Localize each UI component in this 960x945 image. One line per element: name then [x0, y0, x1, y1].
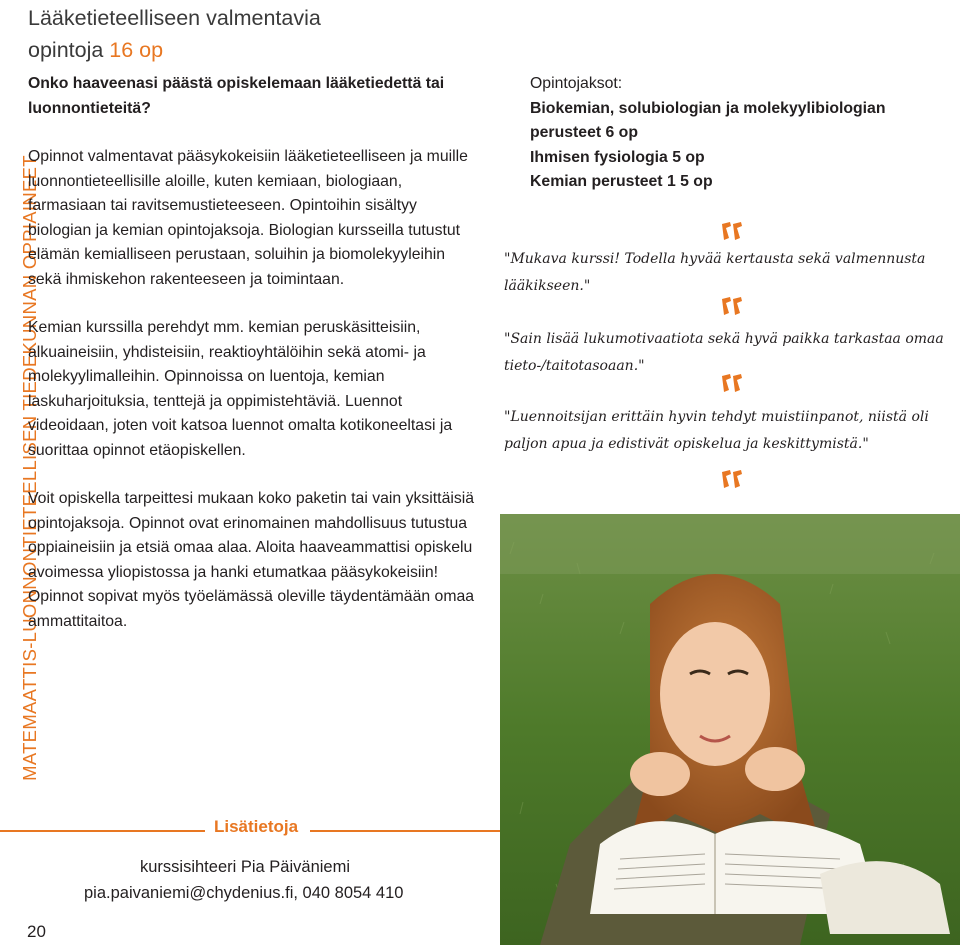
faculty-side-label: MATEMAATTIS-LUONNONTIETEELLISEN TIEDEKUNNAN OPPIAINEET [19, 155, 40, 781]
quote-mark-icon [720, 220, 744, 242]
quote-mark-icon [720, 295, 744, 317]
paragraph-intro: Opinnot valmentavat pääsykokeisiin lääketieteelliseen ja muille luonnontieteellisille aloille, kuten kemiaan, biologiaan, farmasiaan tai ravitsemustieteeseen. Opintoihin sisältyy biologian ja kemian opintojaksoja. Biologian kursseilla tutustut elämän kemialliseen perustaan, soluihin ja biomolekyyleihin sekä ihmiskehon rakenteeseen ja toimintaan. [28, 148, 468, 288]
paragraph-chemistry: Kemian kurssilla perehdyt mm. kemian peruskäsitteisiin, alkuaineisiin, yhdisteisiin, reaktioyhtälöihin sekä atomi- ja molekyylimalleihin. Opinnoissa on luentoja, kemian laskuharjoituksia, tenttejä ja oppimistehtäviä. Luennot videoidaan, joten voit katsoa luennot omalta kotikoneeltasi ja suorittaa opinnot etäopiskellen. [28, 319, 453, 459]
testimonial-quote: "Mukava kurssi! Todella hyvää kertausta sekä valmennusta lääkikseen." [504, 251, 926, 294]
page-number: 20 [27, 922, 46, 941]
title-credits: 16 op [109, 38, 164, 62]
contact-details: pia.paivaniemi@chydenius.fi, 040 8054 410 [84, 884, 404, 902]
title-line-2 [28, 34, 321, 66]
course-item: Ihmisen fysiologia 5 op [530, 148, 705, 166]
title-line-1: Lääketieteelliseen valmentavia [28, 6, 321, 30]
course-item: Kemian perusteet 1 5 op [530, 173, 713, 190]
courses-box [530, 72, 940, 195]
student-photo [500, 514, 960, 945]
quote-mark-icon [720, 372, 744, 394]
lead-question: Onko haaveenasi päästä opiskelemaan lääketiedettä tai luonnontieteitä? [28, 75, 445, 117]
quote-mark-icon [720, 468, 744, 490]
info-title: Lisätietoja [214, 817, 299, 836]
paragraph-options: Voit opiskella tarpeittesi mukaan koko paketin tai vain yksittäisiä opintojaksoja. Opinnot ovat erinomainen mahdollisuus tutustua oppiaineisiin ja etsiä omaa alaa. Aloita haaveammattisi opiskelu avoimessa yliopistossa ja hanki etumatkaa pääsykokeisiin! Opinnot sopivat myös työelämässä oleville täydentämään omaa ammattitaitoa. [28, 490, 475, 630]
main-text [28, 72, 478, 658]
courses-heading: Opintojaksot: [530, 75, 623, 92]
testimonial-quote: "Sain lisää lukumotivaatiota sekä hyvä paikka tarkastaa omaa tieto-/taitotasoaan." [504, 331, 944, 374]
contact-name: kurssisihteeri Pia Päiväniemi [140, 858, 350, 876]
info-divider [0, 830, 500, 832]
testimonial-quote: "Luennoitsijan erittäin hyvin tehdyt muistiinpanot, niistä oli paljon apua ja edistivät opiskelua ja keskittymistä." [504, 409, 929, 452]
course-item: Biokemian, solubiologian ja molekyylibiologian perusteet 6 op [530, 99, 886, 141]
title-prefix: opintoja [28, 38, 110, 62]
page-title [28, 2, 321, 66]
